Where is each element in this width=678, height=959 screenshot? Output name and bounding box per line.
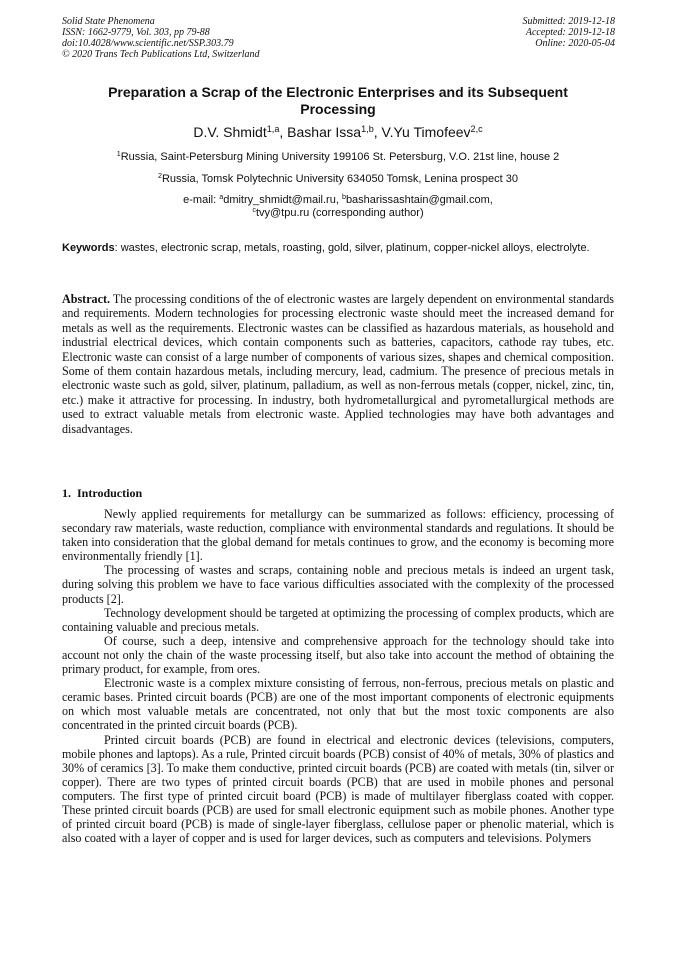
paper-title [62,84,614,118]
email-block [62,194,614,220]
affiliation-2 [62,173,614,186]
abstract-text: The processing conditions of the of electronic wastes are largely dependent on environmental standards and requirements. Modern technologies for processing electronic waste should meet the increased demand for metals as well as the requirements. Electronic wastes can be classified as hazardous materials, as household and industrial electrical devices, which contain components such as batteries, capacitors, cathode ray tubes, etc. Electronic waste can consist of a large number of components of various sizes, shapes and chemical composition. Some of them contain hazardous metals, including mercury, lead, cadmium. The presence of precious metals in electronic waste such as gold, silver, platinum, palladium, as well as non-ferrous metals (copper, nickel, zinc, tin, etc.) make it attractive for processing. In industry, both hydrometallurgical and pyrometallurgical methods are used to extract valuable metals from electronic waste. Applied technologies may have both advantages and disadvantages. [62,292,614,436]
affiliation-1 [62,151,614,164]
author-1-sup: 1,a [266,124,280,134]
abstract [62,292,614,436]
issn-line: ISSN: 1662-9779, Vol. 303, pp 79-88 [62,27,210,38]
email-line-1 [62,194,614,207]
affiliation-1-text: Russia, Saint-Petersburg Mining University 199106 St. Petersburg, V.O. 21st line, house 2 [120,151,560,163]
doi-line: doi:10.4028/www.scientific.net/SSP.303.79 [62,38,234,49]
paragraph: The processing of wastes and scraps, containing noble and precious metals is indeed an urgent task, during solving this problem we have to face various difficulties associated with the complexity of the processed products [2]. [62,563,614,606]
email-c-sup: c [252,206,256,215]
author-1: D.V. Shmidt [193,124,267,140]
copyright-line: © 2020 Trans Tech Publications Ltd, Switzerland [62,49,260,60]
section-number: 1. [62,486,71,500]
abstract-label: Abstract. [62,292,111,306]
section-heading-introduction [62,486,142,500]
keywords-text: : wastes, electronic scrap, metals, roasting, gold, silver, platinum, copper-nickel alloys, electrolyte. [114,242,590,254]
author-list: D.V. Shmidt$^{1,a}$, Bashar Issa$^{1,b}$, V.Yu Timofeev$^{2,c}$ [193,124,483,140]
online-date: Online: 2020-05-04 [535,38,615,49]
keywords-label: Keywords [62,242,115,254]
journal-info [62,16,260,60]
section-title: Introduction [77,486,143,500]
email-b[interactable]: basharissashtain@gmail.com, [345,194,493,206]
affiliation-2-text: Russia, Tomsk Polytechnic University 634050 Tomsk, Lenina prospect 30 [161,173,519,185]
journal-name: Solid State Phenomena [62,16,155,27]
author-3-sup: 2,c [470,124,483,134]
submitted-date: Submitted: 2019-12-18 [522,16,615,27]
body-text [62,507,614,845]
title-line-1: Preparation a Scrap of the Electronic Enterprises and its Subsequent [108,84,568,100]
paragraph: Electronic waste is a complex mixture consisting of ferrous, non-ferrous, precious metals on plastic and ceramic bases. Printed circuit boards (PCB) are one of the most important components of electronic equipments on which most valuable metals are concentrated, not only that but the most toxic components are also concentrated in the printed circuit boards (PCB). [62,676,614,733]
email-line-2 [62,207,614,220]
email-c[interactable]: tvy@tpu.ru (corresponding author) [255,207,424,219]
author-2: Bashar Issa [287,124,362,140]
email-a-sup: a [219,193,224,202]
email-a[interactable]: dmitry_shmidt@mail.ru, [223,194,342,206]
dates-info [523,16,616,49]
paragraph: Technology development should be targeted at optimizing the processing of complex products, which are containing valuable and precious metals. [62,605,614,634]
accepted-date: Accepted: 2019-12-18 [525,27,615,38]
paragraph: Of course, such a deep, intensive and comprehensive approach for the technology should take into account not only the chain of the waste processing itself, but also take into account the method of obtaining the primary product, for example, from ores. [62,633,614,677]
title-line-2: Processing [300,101,376,117]
keywords [62,241,614,255]
paragraph: Printed circuit boards (PCB) are found in electrical and electronic devices (televisions, computers, mobile phones and laptops). As a rule, Printed circuit boards (PCB) consist of 40% of metals, 30% of plastics and 30% of ceramics [3]. To make them conductive, printed circuit boards (PCB) are coated with metals (tin, silver or copper). There are two types of printed circuit boards (PCB) that are used in mobile phones and personal computers. The first type of printed circuit board (PCB) is made of multilayer fiberglass coated with copper. These printed circuit boards (PCB) are used for small electronic equipment such as mobile phones. Another type of printed circuit board (PCB) is made of single-layer fiberglass, cellulose paper or phenolic material, which is also coated with a layer of copper and is used for larger devices, such as computers and televisions. Polymers [62,732,614,846]
paragraph: Newly applied requirements for metallurgy can be summarized as follows: efficiency, processing of secondary raw materials, waste reduction, compliance with environmental standards and regulations. It should be taken into consideration that the global demand for metals continues to grow, and the economy is becoming more environmentally friendly [1]. [62,507,614,564]
affiliation-1-sup: 1 [116,150,121,159]
affiliation-2-sup: 2 [157,172,162,181]
author-2-sup: 1,b [361,124,374,134]
author-3: V.Yu Timofeev [381,124,471,140]
email-b-sup: b [341,193,346,202]
email-prefix: e-mail: [183,194,220,206]
